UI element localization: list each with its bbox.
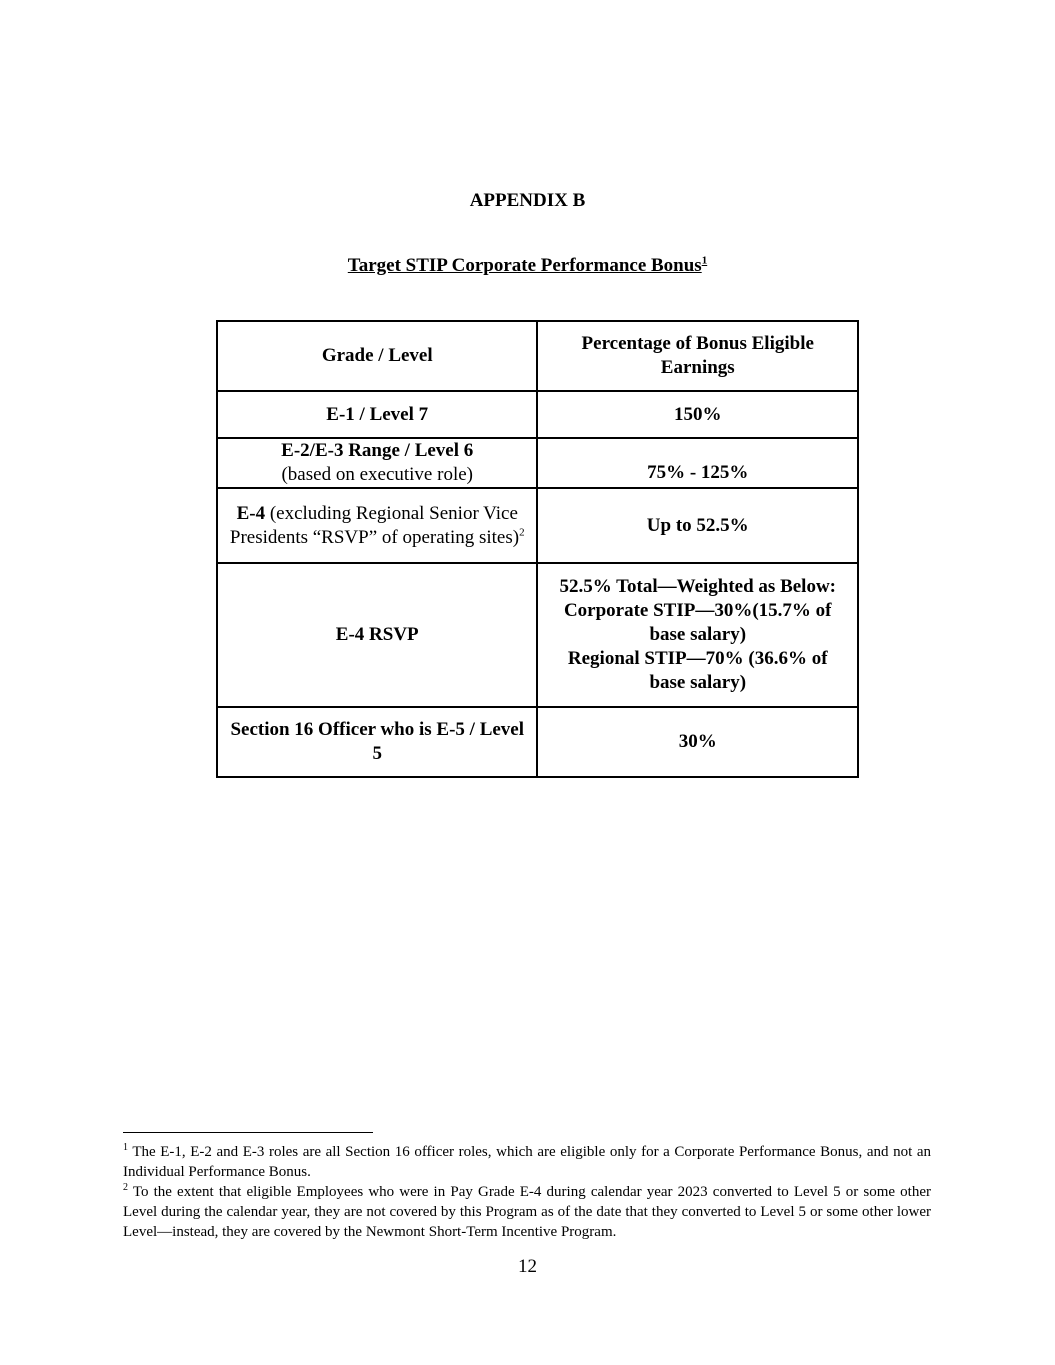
- table-row: [217, 563, 858, 707]
- footnotes: [123, 1142, 931, 1242]
- percentage-cell: [537, 563, 858, 707]
- table-header-row: [217, 321, 858, 391]
- table-row: [217, 488, 858, 563]
- column-header-grade: Grade / Level: [217, 321, 537, 391]
- weighting-regional: Regional STIP—70% (36.6% of base salary): [567, 648, 828, 693]
- footnote-2-text: To the extent that eligible Employees who were in Pay Grade E-4 during calendar year 2023 converted to Level 5 or some other Level during the calendar year, they are not covered by this Program as of the date that they converted to Level 5 or some other lower Level—instead, they are covered by the Newmont Short-Term Incentive Program.: [123, 1184, 931, 1240]
- percentage-cell: 75% - 125%: [537, 438, 858, 488]
- column-header-percentage: Percentage of Bonus Eligible Earnings: [537, 321, 858, 391]
- footnote-1: [123, 1142, 931, 1182]
- table-title-text: Target STIP Corporate Performance Bonus: [347, 255, 702, 276]
- page-number: 12: [518, 1256, 537, 1277]
- footnote-divider: [123, 1132, 373, 1133]
- percentage-cell: 30%: [537, 707, 858, 777]
- table-row: [217, 707, 858, 777]
- table-title: [0, 255, 1055, 277]
- grade-cell: [217, 488, 537, 563]
- percentage-cell: 150%: [537, 391, 858, 438]
- percentage-cell: Up to 52.5%: [537, 488, 858, 563]
- weighting-corporate: Corporate STIP—30%(15.7% of base salary): [563, 600, 832, 645]
- footnote-marker-1: 1: [123, 1142, 128, 1153]
- table-row: [217, 391, 858, 438]
- weighting-total: 52.5% Total—Weighted as Below:: [559, 576, 837, 597]
- footnote-ref-2: 2: [519, 526, 525, 539]
- grade-note: (based on executive role): [281, 464, 473, 485]
- grade-main: E-4: [236, 502, 266, 524]
- bonus-table: [216, 320, 859, 778]
- grade-cell: E-4 RSVP: [217, 563, 537, 707]
- grade-note: (excluding Regional Senior Vice Presidents “RSVP” of operating sites): [229, 502, 520, 548]
- footnote-2: [123, 1182, 931, 1242]
- footnote-1-text: The E-1, E-2 and E-3 roles are all Section 16 officer roles, which are eligible only for a Corporate Performance Bonus, and not an Individual Performance Bonus.: [123, 1144, 931, 1180]
- footnote-ref-1: 1: [701, 254, 708, 267]
- footnote-marker-2: 2: [123, 1182, 128, 1193]
- table-row: [217, 438, 858, 488]
- grade-cell: E-1 / Level 7: [217, 391, 537, 438]
- grade-main: E-2/E-3 Range / Level 6: [281, 440, 474, 461]
- appendix-heading: APPENDIX B: [469, 190, 586, 211]
- grade-cell: [217, 438, 537, 488]
- grade-cell: Section 16 Officer who is E-5 / Level 5: [217, 707, 537, 777]
